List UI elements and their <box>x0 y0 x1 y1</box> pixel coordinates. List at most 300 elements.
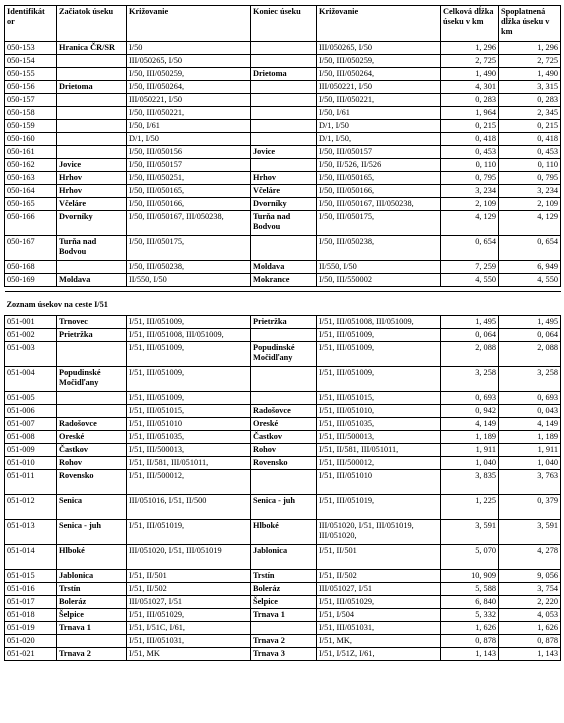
table-row <box>5 159 561 172</box>
cell-start: Hranica ČR/SR <box>57 42 127 55</box>
cell-crossing-end: D/1, I/50, <box>317 133 441 146</box>
cell-start: Trnava 2 <box>57 648 127 661</box>
cell-crossing-end: I/50, III/050175, <box>317 211 441 236</box>
cell-identifier: 050-165 <box>5 198 57 211</box>
cell-crossing-start: I/51, I/51C, I/61, <box>127 622 251 635</box>
section-heading-row <box>5 292 561 316</box>
cell-tolled-length: 1, 495 <box>499 316 561 329</box>
cell-total-length: 5, 332 <box>441 609 499 622</box>
cell-crossing-start: I/51, III/051029, <box>127 609 251 622</box>
cell-start: Častkov <box>57 444 127 457</box>
cell-start: Šelpice <box>57 609 127 622</box>
table-row <box>5 316 561 329</box>
cell-end: Drietoma <box>251 68 317 81</box>
cell-start <box>57 94 127 107</box>
cell-start: Trnovec <box>57 316 127 329</box>
cell-total-length: 0, 110 <box>441 159 499 172</box>
table-row <box>5 342 561 367</box>
cell-end: Rohov <box>251 444 317 457</box>
table-row <box>5 545 561 570</box>
cell-end <box>251 81 317 94</box>
table-row <box>5 274 561 287</box>
cell-identifier: 051-006 <box>5 405 57 418</box>
cell-end: Turňa nad Bodvou <box>251 211 317 236</box>
cell-start: Senica <box>57 495 127 520</box>
cell-tolled-length: 2, 220 <box>499 596 561 609</box>
table-row <box>5 622 561 635</box>
cell-tolled-length: 3, 763 <box>499 470 561 495</box>
cell-total-length: 2, 725 <box>441 55 499 68</box>
cell-crossing-end: I/51, III/051031, <box>317 622 441 635</box>
cell-tolled-length: 0, 215 <box>499 120 561 133</box>
cell-crossing-start: I/51, III/051010 <box>127 418 251 431</box>
cell-crossing-end: I/50, III/050157 <box>317 146 441 159</box>
cell-crossing-start: I/51, II/581, III/051011, <box>127 457 251 470</box>
cell-total-length: 1, 495 <box>441 316 499 329</box>
table-row <box>5 367 561 392</box>
cell-total-length: 1, 296 <box>441 42 499 55</box>
cell-crossing-start: I/51, III/051008, III/051009, <box>127 329 251 342</box>
cell-end <box>251 55 317 68</box>
cell-crossing-end: I/51, III/500013, <box>317 431 441 444</box>
cell-crossing-start: I/51, III/500012, <box>127 470 251 495</box>
cell-identifier: 051-002 <box>5 329 57 342</box>
table-row <box>5 236 561 261</box>
cell-crossing-end: I/51, MK, <box>317 635 441 648</box>
cell-tolled-length: 2, 725 <box>499 55 561 68</box>
cell-end <box>251 329 317 342</box>
cell-tolled-length: 0, 878 <box>499 635 561 648</box>
cell-crossing-end: III/050265, I/50 <box>317 42 441 55</box>
cell-end: Trnava 2 <box>251 635 317 648</box>
table-row <box>5 261 561 274</box>
table-row <box>5 81 561 94</box>
cell-total-length: 3, 258 <box>441 367 499 392</box>
table-row <box>5 68 561 81</box>
table-row <box>5 120 561 133</box>
cell-identifier: 051-016 <box>5 583 57 596</box>
cell-end: Trnava 3 <box>251 648 317 661</box>
cell-identifier: 051-021 <box>5 648 57 661</box>
cell-end: Mokrance <box>251 274 317 287</box>
cell-start: Trnava 1 <box>57 622 127 635</box>
cell-end <box>251 42 317 55</box>
cell-identifier: 051-007 <box>5 418 57 431</box>
cell-crossing-end: I/51, III/051015, <box>317 392 441 405</box>
cell-crossing-end: I/50, III/050238, <box>317 236 441 261</box>
cell-start <box>57 120 127 133</box>
cell-end: Senica - juh <box>251 495 317 520</box>
cell-total-length: 0, 283 <box>441 94 499 107</box>
cell-start: Dvorníky <box>57 211 127 236</box>
cell-crossing-end: I/51, I/51Z, I/61, <box>317 648 441 661</box>
cell-total-length: 10, 909 <box>441 570 499 583</box>
cell-start: Hrhov <box>57 172 127 185</box>
cell-identifier: 051-019 <box>5 622 57 635</box>
cell-tolled-length: 0, 795 <box>499 172 561 185</box>
table-row <box>5 211 561 236</box>
cell-start <box>57 68 127 81</box>
cell-identifier: 050-163 <box>5 172 57 185</box>
cell-start: Hlboké <box>57 545 127 570</box>
cell-crossing-end: I/50, III/050221, <box>317 94 441 107</box>
cell-tolled-length: 4, 053 <box>499 609 561 622</box>
cell-identifier: 050-154 <box>5 55 57 68</box>
cell-tolled-length: 0, 693 <box>499 392 561 405</box>
cell-start: Prietržka <box>57 329 127 342</box>
cell-start: Oreské <box>57 431 127 444</box>
cell-crossing-start: I/51, MK <box>127 648 251 661</box>
cell-crossing-start: I/50, III/050238, <box>127 261 251 274</box>
cell-identifier: 050-156 <box>5 81 57 94</box>
cell-total-length: 4, 301 <box>441 81 499 94</box>
table-row <box>5 198 561 211</box>
cell-end: Trstín <box>251 570 317 583</box>
cell-identifier: 050-168 <box>5 261 57 274</box>
cell-crossing-end: I/51, II/502 <box>317 570 441 583</box>
cell-tolled-length: 3, 315 <box>499 81 561 94</box>
cell-crossing-end: I/51, II/581, III/051011, <box>317 444 441 457</box>
cell-tolled-length: 4, 550 <box>499 274 561 287</box>
cell-total-length: 1, 626 <box>441 622 499 635</box>
cell-crossing-end: I/50, III/050264, <box>317 68 441 81</box>
cell-crossing-start: I/50, III/050167, III/050238, <box>127 211 251 236</box>
table-row <box>5 648 561 661</box>
table-row <box>5 418 561 431</box>
cell-tolled-length: 3, 754 <box>499 583 561 596</box>
cell-end: Popudinské Močidľany <box>251 342 317 367</box>
header-end: Koniec úseku <box>251 6 317 42</box>
cell-identifier: 050-153 <box>5 42 57 55</box>
cell-identifier: 051-001 <box>5 316 57 329</box>
cell-crossing-start: I/51, III/051019, <box>127 520 251 545</box>
cell-identifier: 050-167 <box>5 236 57 261</box>
cell-crossing-start: I/50, III/050251, <box>127 172 251 185</box>
cell-total-length: 0, 064 <box>441 329 499 342</box>
table-row <box>5 583 561 596</box>
cell-tolled-length: 0, 043 <box>499 405 561 418</box>
cell-crossing-end: I/51, III/051035, <box>317 418 441 431</box>
cell-tolled-length: 0, 110 <box>499 159 561 172</box>
cell-start <box>57 261 127 274</box>
cell-identifier: 051-014 <box>5 545 57 570</box>
cell-crossing-start: I/51, III/051015, <box>127 405 251 418</box>
cell-total-length: 6, 840 <box>441 596 499 609</box>
table-row <box>5 42 561 55</box>
table-row <box>5 470 561 495</box>
cell-end <box>251 159 317 172</box>
cell-crossing-start: I/51, III/500013, <box>127 444 251 457</box>
cell-crossing-end: I/51, III/051008, III/051009, <box>317 316 441 329</box>
table-header-row <box>5 6 561 42</box>
table-row <box>5 609 561 622</box>
cell-tolled-length: 1, 490 <box>499 68 561 81</box>
cell-start: Rovensko <box>57 470 127 495</box>
road-sections-table <box>4 5 561 661</box>
cell-start: Radošovce <box>57 418 127 431</box>
cell-start: Jablonica <box>57 570 127 583</box>
cell-identifier: 051-013 <box>5 520 57 545</box>
cell-total-length: 1, 911 <box>441 444 499 457</box>
cell-total-length: 0, 795 <box>441 172 499 185</box>
cell-end: Hrhov <box>251 172 317 185</box>
cell-identifier: 051-015 <box>5 570 57 583</box>
header-start: Začiatok úseku <box>57 6 127 42</box>
cell-end <box>251 107 317 120</box>
header-total-length: Celková dĺžka úseku v km <box>441 6 499 42</box>
header-crossing-start: Križovanie <box>127 6 251 42</box>
cell-identifier: 050-164 <box>5 185 57 198</box>
cell-tolled-length: 9, 056 <box>499 570 561 583</box>
cell-end <box>251 94 317 107</box>
cell-tolled-length: 2, 088 <box>499 342 561 367</box>
cell-tolled-length: 0, 654 <box>499 236 561 261</box>
cell-crossing-start: III/050221, I/50 <box>127 94 251 107</box>
header-identifier: Identifikát or <box>5 6 57 42</box>
table-row <box>5 635 561 648</box>
cell-total-length: 1, 189 <box>441 431 499 444</box>
cell-tolled-length: 1, 626 <box>499 622 561 635</box>
cell-total-length: 5, 070 <box>441 545 499 570</box>
cell-total-length: 0, 942 <box>441 405 499 418</box>
table-row <box>5 107 561 120</box>
cell-total-length: 5, 588 <box>441 583 499 596</box>
cell-crossing-end: III/051027, I/51 <box>317 583 441 596</box>
cell-identifier: 050-162 <box>5 159 57 172</box>
table-row <box>5 444 561 457</box>
cell-start: Včeláre <box>57 198 127 211</box>
cell-end <box>251 236 317 261</box>
cell-tolled-length: 0, 283 <box>499 94 561 107</box>
cell-total-length: 1, 490 <box>441 68 499 81</box>
cell-identifier: 051-012 <box>5 495 57 520</box>
cell-tolled-length: 0, 379 <box>499 495 561 520</box>
cell-identifier: 050-155 <box>5 68 57 81</box>
table-row <box>5 405 561 418</box>
cell-crossing-start: I/51, III/051009, <box>127 316 251 329</box>
cell-end: Rovensko <box>251 457 317 470</box>
cell-crossing-start: I/51, II/501 <box>127 570 251 583</box>
cell-total-length: 0, 878 <box>441 635 499 648</box>
cell-tolled-length: 4, 149 <box>499 418 561 431</box>
cell-end <box>251 133 317 146</box>
cell-crossing-start: I/50 <box>127 42 251 55</box>
cell-identifier: 051-004 <box>5 367 57 392</box>
cell-crossing-end: I/51, III/051019, <box>317 495 441 520</box>
document-page <box>4 5 560 661</box>
cell-total-length: 4, 129 <box>441 211 499 236</box>
cell-crossing-end: I/51, II/501 <box>317 545 441 570</box>
cell-crossing-end: I/51, III/051009, <box>317 329 441 342</box>
cell-crossing-start: D/1, I/50 <box>127 133 251 146</box>
table-row <box>5 596 561 609</box>
cell-end <box>251 392 317 405</box>
table-row <box>5 329 561 342</box>
cell-crossing-end: I/50, I/61 <box>317 107 441 120</box>
cell-end <box>251 367 317 392</box>
cell-crossing-end: I/51, III/051009, <box>317 367 441 392</box>
cell-total-length: 3, 591 <box>441 520 499 545</box>
cell-start: Popudinské Močidľany <box>57 367 127 392</box>
cell-tolled-length: 0, 064 <box>499 329 561 342</box>
cell-end: Moldava <box>251 261 317 274</box>
cell-crossing-end: D/1, I/50 <box>317 120 441 133</box>
cell-crossing-start: I/50, III/050221, <box>127 107 251 120</box>
cell-tolled-length: 3, 234 <box>499 185 561 198</box>
cell-tolled-length: 3, 258 <box>499 367 561 392</box>
cell-tolled-length: 1, 189 <box>499 431 561 444</box>
cell-crossing-end: I/51, III/500012, <box>317 457 441 470</box>
cell-identifier: 050-166 <box>5 211 57 236</box>
cell-total-length: 4, 149 <box>441 418 499 431</box>
cell-end: Jovice <box>251 146 317 159</box>
cell-total-length: 3, 835 <box>441 470 499 495</box>
cell-start: Senica - juh <box>57 520 127 545</box>
cell-crossing-start: III/050265, I/50 <box>127 55 251 68</box>
cell-start <box>57 107 127 120</box>
cell-end: Boleráz <box>251 583 317 596</box>
cell-crossing-end: I/51, III/051029, <box>317 596 441 609</box>
cell-start <box>57 146 127 159</box>
section-i51 <box>5 287 561 316</box>
cell-total-length: 4, 550 <box>441 274 499 287</box>
table-row <box>5 570 561 583</box>
cell-end <box>251 120 317 133</box>
cell-start <box>57 405 127 418</box>
cell-identifier: 051-003 <box>5 342 57 367</box>
cell-crossing-end: III/051020, I/51, III/051019, III/051020, <box>317 520 441 545</box>
cell-identifier: 050-161 <box>5 146 57 159</box>
cell-tolled-length: 4, 129 <box>499 211 561 236</box>
cell-total-length: 0, 654 <box>441 236 499 261</box>
cell-end: Dvorníky <box>251 198 317 211</box>
header-tolled-length: Spoplatnená dĺžka úseku v km <box>499 6 561 42</box>
cell-start <box>57 635 127 648</box>
cell-identifier: 050-158 <box>5 107 57 120</box>
cell-crossing-start: II/550, I/50 <box>127 274 251 287</box>
cell-crossing-end: I/50, III/550002 <box>317 274 441 287</box>
cell-identifier: 050-157 <box>5 94 57 107</box>
table-row <box>5 94 561 107</box>
cell-total-length: 2, 088 <box>441 342 499 367</box>
cell-total-length: 0, 693 <box>441 392 499 405</box>
cell-end: Hlboké <box>251 520 317 545</box>
cell-start <box>57 392 127 405</box>
cell-identifier: 051-020 <box>5 635 57 648</box>
cell-crossing-end: III/050221, I/50 <box>317 81 441 94</box>
cell-end: Častkov <box>251 431 317 444</box>
cell-crossing-start: III/051027, I/51 <box>127 596 251 609</box>
cell-start: Jovice <box>57 159 127 172</box>
cell-crossing-end: I/50, III/050165, <box>317 172 441 185</box>
table-row <box>5 495 561 520</box>
cell-total-length: 3, 234 <box>441 185 499 198</box>
cell-start: Drietoma <box>57 81 127 94</box>
cell-total-length: 1, 964 <box>441 107 499 120</box>
cell-tolled-length: 1, 143 <box>499 648 561 661</box>
cell-start <box>57 133 127 146</box>
table-row <box>5 392 561 405</box>
cell-end: Prietržka <box>251 316 317 329</box>
cell-crossing-start: III/051016, I/51, II/500 <box>127 495 251 520</box>
header-crossing-end: Križovanie <box>317 6 441 42</box>
cell-total-length: 2, 109 <box>441 198 499 211</box>
table-row <box>5 146 561 159</box>
table-row <box>5 457 561 470</box>
cell-crossing-end: I/51, III/051010 <box>317 470 441 495</box>
cell-crossing-start: I/50, III/050175, <box>127 236 251 261</box>
cell-start: Rohov <box>57 457 127 470</box>
cell-tolled-length: 1, 911 <box>499 444 561 457</box>
table-row <box>5 133 561 146</box>
cell-identifier: 051-008 <box>5 431 57 444</box>
cell-tolled-length: 0, 453 <box>499 146 561 159</box>
cell-end <box>251 470 317 495</box>
cell-end <box>251 622 317 635</box>
cell-total-length: 0, 215 <box>441 120 499 133</box>
cell-end: Trnava 1 <box>251 609 317 622</box>
cell-start <box>57 55 127 68</box>
section-title: Zoznam úsekov na ceste I/51 <box>5 292 561 316</box>
cell-start <box>57 342 127 367</box>
cell-identifier: 051-009 <box>5 444 57 457</box>
cell-crossing-start: I/50, III/050157 <box>127 159 251 172</box>
cell-identifier: 051-005 <box>5 392 57 405</box>
cell-tolled-length: 3, 591 <box>499 520 561 545</box>
cell-identifier: 051-011 <box>5 470 57 495</box>
cell-identifier: 050-160 <box>5 133 57 146</box>
cell-crossing-end: I/50, II/526, II/526 <box>317 159 441 172</box>
cell-crossing-start: III/051020, I/51, III/051019 <box>127 545 251 570</box>
cell-crossing-end: I/51, I/504 <box>317 609 441 622</box>
cell-end: Radošovce <box>251 405 317 418</box>
cell-crossing-start: I/51, III/051035, <box>127 431 251 444</box>
cell-crossing-start: I/50, III/050156 <box>127 146 251 159</box>
cell-tolled-length: 4, 278 <box>499 545 561 570</box>
cell-identifier: 050-159 <box>5 120 57 133</box>
cell-start: Boleráz <box>57 596 127 609</box>
table-row <box>5 431 561 444</box>
cell-crossing-start: I/51, II/502 <box>127 583 251 596</box>
cell-total-length: 1, 225 <box>441 495 499 520</box>
cell-crossing-end: I/50, III/050167, III/050238, <box>317 198 441 211</box>
cell-crossing-start: I/51, III/051031, <box>127 635 251 648</box>
table-row <box>5 185 561 198</box>
cell-identifier: 051-017 <box>5 596 57 609</box>
cell-tolled-length: 6, 949 <box>499 261 561 274</box>
cell-identifier: 050-169 <box>5 274 57 287</box>
cell-end: Jablonica <box>251 545 317 570</box>
cell-tolled-length: 1, 040 <box>499 457 561 470</box>
cell-identifier: 051-010 <box>5 457 57 470</box>
cell-tolled-length: 2, 345 <box>499 107 561 120</box>
cell-crossing-start: I/50, I/61 <box>127 120 251 133</box>
cell-crossing-end: I/51, III/051009, <box>317 342 441 367</box>
cell-crossing-start: I/50, III/050166, <box>127 198 251 211</box>
cell-tolled-length: 0, 418 <box>499 133 561 146</box>
cell-total-length: 0, 418 <box>441 133 499 146</box>
cell-start: Hrhov <box>57 185 127 198</box>
cell-end: Šelpice <box>251 596 317 609</box>
cell-tolled-length: 2, 109 <box>499 198 561 211</box>
cell-crossing-start: I/50, III/050264, <box>127 81 251 94</box>
cell-crossing-start: I/50, III/050259, <box>127 68 251 81</box>
cell-crossing-start: I/51, III/051009, <box>127 392 251 405</box>
table-row <box>5 520 561 545</box>
cell-start: Trstín <box>57 583 127 596</box>
cell-crossing-end: I/50, III/050166, <box>317 185 441 198</box>
cell-crossing-start: I/51, III/051009, <box>127 367 251 392</box>
